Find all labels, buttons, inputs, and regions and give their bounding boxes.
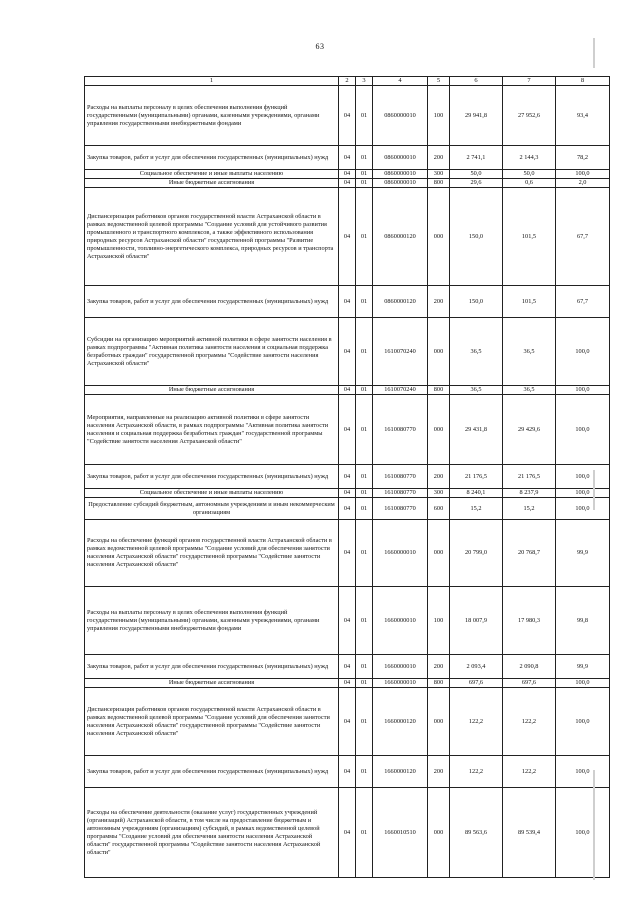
row-section: 04 <box>339 386 356 395</box>
row-percent: 78,2 <box>556 146 610 170</box>
row-executed: 27 952,6 <box>503 86 556 146</box>
row-executed: 697,6 <box>503 679 556 688</box>
row-subsection: 01 <box>356 655 373 679</box>
row-target-code: 1610080770 <box>373 489 428 498</box>
table-row <box>85 465 610 489</box>
row-section: 04 <box>339 587 356 655</box>
row-name: Диспансеризация работников органов государственной власти Астраханской области в рамках ведомственной целевой программы "Создание условий для обеспечения занятости населения Астраханской области" государственной программы "Содействие занятости населения Астраханской области" <box>85 688 339 756</box>
row-planned: 29 431,8 <box>450 395 503 465</box>
row-subsection: 01 <box>356 170 373 179</box>
table-header-row <box>85 77 610 86</box>
row-target-code: 1660010510 <box>373 788 428 878</box>
row-executed: 17 980,3 <box>503 587 556 655</box>
row-expense-type: 200 <box>428 756 450 788</box>
row-section: 04 <box>339 170 356 179</box>
row-expense-type: 800 <box>428 679 450 688</box>
row-expense-type: 000 <box>428 395 450 465</box>
table-row <box>85 286 610 318</box>
table-row <box>85 756 610 788</box>
row-section: 04 <box>339 655 356 679</box>
row-subsection: 01 <box>356 386 373 395</box>
row-planned: 18 007,9 <box>450 587 503 655</box>
row-name: Иные бюджетные ассигнования <box>85 386 339 395</box>
row-expense-type: 600 <box>428 498 450 520</box>
header-col-1: 1 <box>85 77 339 86</box>
row-executed: 101,5 <box>503 286 556 318</box>
page-number: 63 <box>315 42 325 51</box>
header-col-5: 5 <box>428 77 450 86</box>
row-section: 04 <box>339 188 356 286</box>
header-col-7: 7 <box>503 77 556 86</box>
row-target-code: 1660000120 <box>373 756 428 788</box>
table-row <box>85 146 610 170</box>
row-percent: 67,7 <box>556 286 610 318</box>
header-col-3: 3 <box>356 77 373 86</box>
row-name: Расходы на выплаты персоналу в целях обеспечения выполнения функций государственными (муниципальными) органами, казенными учреждениями, органами управления государственными внебюджетными фондами <box>85 86 339 146</box>
row-target-code: 1660000120 <box>373 688 428 756</box>
row-planned: 20 799,0 <box>450 520 503 587</box>
row-subsection: 01 <box>356 756 373 788</box>
row-expense-type: 300 <box>428 170 450 179</box>
row-planned: 150,0 <box>450 188 503 286</box>
row-planned: 36,5 <box>450 386 503 395</box>
row-percent: 93,4 <box>556 86 610 146</box>
row-planned: 21 176,5 <box>450 465 503 489</box>
row-percent: 100,0 <box>556 679 610 688</box>
scan-edge-mark <box>593 470 595 510</box>
row-executed: 21 176,5 <box>503 465 556 489</box>
table-row <box>85 86 610 146</box>
row-subsection: 01 <box>356 395 373 465</box>
scan-edge-mark <box>593 38 595 68</box>
row-executed: 29 429,6 <box>503 395 556 465</box>
row-section: 04 <box>339 86 356 146</box>
row-target-code: 1660000010 <box>373 655 428 679</box>
table-row <box>85 170 610 179</box>
row-section: 04 <box>339 498 356 520</box>
table-row <box>85 587 610 655</box>
row-subsection: 01 <box>356 520 373 587</box>
header-col-8: 8 <box>556 77 610 86</box>
row-section: 04 <box>339 395 356 465</box>
row-executed: 2 090,8 <box>503 655 556 679</box>
row-expense-type: 200 <box>428 286 450 318</box>
row-percent: 67,7 <box>556 188 610 286</box>
row-expense-type: 000 <box>428 188 450 286</box>
row-executed: 8 237,9 <box>503 489 556 498</box>
row-target-code: 0860000010 <box>373 86 428 146</box>
row-expense-type: 200 <box>428 146 450 170</box>
row-percent: 100,0 <box>556 465 610 489</box>
row-section: 04 <box>339 489 356 498</box>
row-name: Иные бюджетные ассигнования <box>85 679 339 688</box>
row-section: 04 <box>339 679 356 688</box>
row-executed: 15,2 <box>503 498 556 520</box>
row-planned: 29,6 <box>450 179 503 188</box>
row-subsection: 01 <box>356 679 373 688</box>
table-body <box>85 86 610 878</box>
table-row <box>85 395 610 465</box>
row-planned: 150,0 <box>450 286 503 318</box>
row-executed: 36,5 <box>503 386 556 395</box>
row-planned: 122,2 <box>450 688 503 756</box>
row-percent: 99,9 <box>556 655 610 679</box>
row-target-code: 1660000010 <box>373 679 428 688</box>
row-executed: 122,2 <box>503 756 556 788</box>
row-target-code: 1660000010 <box>373 587 428 655</box>
row-percent: 2,0 <box>556 179 610 188</box>
row-name: Закупка товаров, работ и услуг для обеспечения государственных (муниципальных) нужд <box>85 465 339 489</box>
header-col-6: 6 <box>450 77 503 86</box>
row-name: Закупка товаров, работ и услуг для обеспечения государственных (муниципальных) нужд <box>85 146 339 170</box>
table-row <box>85 386 610 395</box>
row-subsection: 01 <box>356 318 373 386</box>
table-row <box>85 179 610 188</box>
row-planned: 8 240,1 <box>450 489 503 498</box>
row-expense-type: 000 <box>428 520 450 587</box>
row-subsection: 01 <box>356 587 373 655</box>
row-subsection: 01 <box>356 146 373 170</box>
row-percent: 99,9 <box>556 520 610 587</box>
row-executed: 50,0 <box>503 170 556 179</box>
row-percent: 100,0 <box>556 688 610 756</box>
row-planned: 50,0 <box>450 170 503 179</box>
row-planned: 29 941,8 <box>450 86 503 146</box>
row-name: Закупка товаров, работ и услуг для обеспечения государственных (муниципальных) нужд <box>85 655 339 679</box>
row-target-code: 0860000010 <box>373 146 428 170</box>
row-percent: 100,0 <box>556 386 610 395</box>
scan-edge-mark <box>593 770 595 880</box>
row-target-code: 0860000120 <box>373 188 428 286</box>
row-subsection: 01 <box>356 489 373 498</box>
row-executed: 101,5 <box>503 188 556 286</box>
row-executed: 20 768,7 <box>503 520 556 587</box>
row-subsection: 01 <box>356 788 373 878</box>
row-expense-type: 100 <box>428 86 450 146</box>
row-expense-type: 800 <box>428 179 450 188</box>
header-col-2: 2 <box>339 77 356 86</box>
row-expense-type: 000 <box>428 318 450 386</box>
row-target-code: 1610070240 <box>373 386 428 395</box>
row-target-code: 1610070240 <box>373 318 428 386</box>
row-percent: 99,8 <box>556 587 610 655</box>
header-col-4: 4 <box>373 77 428 86</box>
row-planned: 36,5 <box>450 318 503 386</box>
row-name: Социальное обеспечение и иные выплаты населению <box>85 489 339 498</box>
row-expense-type: 000 <box>428 688 450 756</box>
row-executed: 89 539,4 <box>503 788 556 878</box>
row-name: Иные бюджетные ассигнования <box>85 179 339 188</box>
row-name: Расходы на обеспечение функций органов государственной власти Астраханской области в рамках ведомственной целевой программы "Создание условий для обеспечения занятости населения Астраханской области" государственной программы "Содействие занятости населения Астраханской области" <box>85 520 339 587</box>
row-planned: 89 563,6 <box>450 788 503 878</box>
table-row <box>85 688 610 756</box>
row-name: Субсидии на организацию мероприятий активной политики в сфере занятости населения в рамках подпрограммы "Активная политика занятости населения и социальная поддержка безработных граждан" государственной программы "Содействие занятости населения Астраханской области" <box>85 318 339 386</box>
row-subsection: 01 <box>356 188 373 286</box>
table-row <box>85 489 610 498</box>
row-target-code: 1660000010 <box>373 520 428 587</box>
budget-table <box>84 76 610 878</box>
row-section: 04 <box>339 146 356 170</box>
row-name: Расходы на выплаты персоналу в целях обеспечения выполнения функций государственными (муниципальными) органами, казенными учреждениями, органами управления государственными внебюджетными фондами <box>85 587 339 655</box>
row-section: 04 <box>339 520 356 587</box>
table-row <box>85 188 610 286</box>
row-expense-type: 100 <box>428 587 450 655</box>
table-row <box>85 679 610 688</box>
row-percent: 100,0 <box>556 756 610 788</box>
row-executed: 122,2 <box>503 688 556 756</box>
row-planned: 122,2 <box>450 756 503 788</box>
row-expense-type: 200 <box>428 465 450 489</box>
table-row <box>85 788 610 878</box>
row-section: 04 <box>339 286 356 318</box>
row-percent: 100,0 <box>556 318 610 386</box>
row-section: 04 <box>339 179 356 188</box>
row-expense-type: 000 <box>428 788 450 878</box>
row-planned: 2 093,4 <box>450 655 503 679</box>
row-name: Диспансеризация работников органов государственной власти Астраханской области в рамках ведомственной целевой программы "Создание условий для устойчивого развития промышленного и транспортного комплексов, а также эффективного использования природных ресурсов Астраханской области" государственной программы "Развитие промышленности, топливно-энергетического комплекса, природных ресурсов и транспорта Астраханской области" <box>85 188 339 286</box>
row-target-code: 1610080770 <box>373 465 428 489</box>
row-planned: 15,2 <box>450 498 503 520</box>
row-target-code: 0860000120 <box>373 286 428 318</box>
row-expense-type: 300 <box>428 489 450 498</box>
row-name: Социальное обеспечение и иные выплаты населению <box>85 170 339 179</box>
row-target-code: 0860000010 <box>373 170 428 179</box>
row-expense-type: 200 <box>428 655 450 679</box>
row-name: Мероприятия, направленные на реализацию активной политики в сфере занятости населения Астраханской области, в рамках подпрограммы "Активная политика занятости населения и социальная поддержка безработных граждан" государственной программы "Содействие занятости населения Астраханской области" <box>85 395 339 465</box>
row-executed: 0,6 <box>503 179 556 188</box>
row-percent: 100,0 <box>556 395 610 465</box>
table-row <box>85 520 610 587</box>
row-expense-type: 800 <box>428 386 450 395</box>
row-executed: 36,5 <box>503 318 556 386</box>
table-row <box>85 318 610 386</box>
row-section: 04 <box>339 688 356 756</box>
row-subsection: 01 <box>356 498 373 520</box>
row-name: Расходы на обеспечение деятельности (оказание услуг) государственных учреждений (организаций) Астраханской области, в том числе на предоставление бюджетным и автономным учреждениям (организациям) субсидий, в рамках ведомственной целевой программы "Создание условий для обеспечения занятости населения Астраханской области" государственной программы "Содействие занятости населения Астраханской области" <box>85 788 339 878</box>
row-section: 04 <box>339 756 356 788</box>
table-row <box>85 498 610 520</box>
table-row <box>85 655 610 679</box>
row-subsection: 01 <box>356 179 373 188</box>
row-percent: 100,0 <box>556 489 610 498</box>
row-subsection: 01 <box>356 86 373 146</box>
row-section: 04 <box>339 788 356 878</box>
row-percent: 100,0 <box>556 788 610 878</box>
row-target-code: 1610080770 <box>373 498 428 520</box>
row-name: Закупка товаров, работ и услуг для обеспечения государственных (муниципальных) нужд <box>85 286 339 318</box>
row-name: Закупка товаров, работ и услуг для обеспечения государственных (муниципальных) нужд <box>85 756 339 788</box>
row-section: 04 <box>339 465 356 489</box>
row-subsection: 01 <box>356 465 373 489</box>
row-percent: 100,0 <box>556 170 610 179</box>
row-name: Предоставление субсидий бюджетным, автономным учреждениям и иным некоммерческим организациям <box>85 498 339 520</box>
row-section: 04 <box>339 318 356 386</box>
row-planned: 697,6 <box>450 679 503 688</box>
row-percent: 100,0 <box>556 498 610 520</box>
row-subsection: 01 <box>356 286 373 318</box>
row-subsection: 01 <box>356 688 373 756</box>
row-target-code: 1610080770 <box>373 395 428 465</box>
row-target-code: 0860000010 <box>373 179 428 188</box>
row-executed: 2 144,3 <box>503 146 556 170</box>
row-planned: 2 741,1 <box>450 146 503 170</box>
